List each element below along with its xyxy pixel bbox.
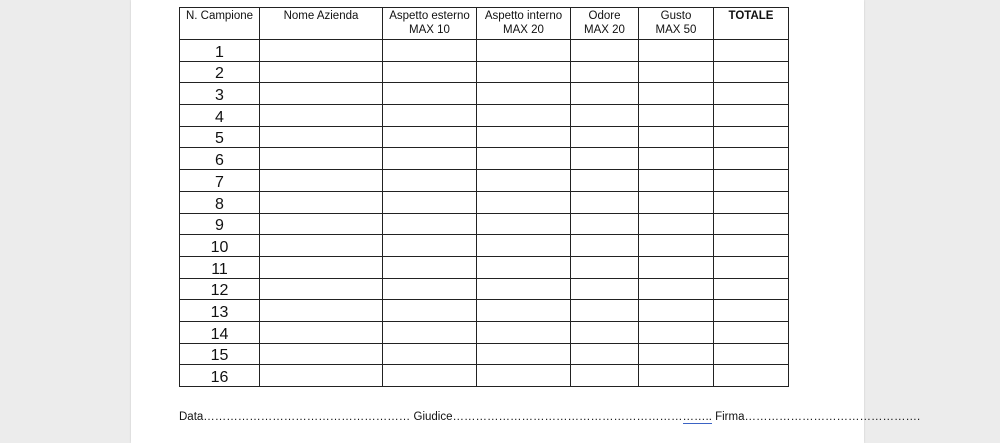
- table-row: [180, 213, 789, 235]
- sample-number-cell: 8: [180, 191, 260, 213]
- taste-cell[interactable]: [639, 61, 714, 83]
- total-cell[interactable]: [714, 170, 789, 192]
- table-row: [180, 61, 789, 83]
- sample-number-cell: 11: [180, 256, 260, 278]
- odor-cell[interactable]: [571, 40, 639, 62]
- table-row: [180, 105, 789, 127]
- header-aspetto-esterno: Aspetto esterno MAX 10: [383, 8, 477, 40]
- firma-field: ……………………………………….: [744, 411, 921, 423]
- total-cell[interactable]: [714, 321, 789, 343]
- sample-number-cell: 1: [180, 40, 260, 62]
- taste-cell[interactable]: [639, 126, 714, 148]
- odor-cell[interactable]: [571, 105, 639, 127]
- table-row: [180, 126, 789, 148]
- header-n-campione: N. Campione: [180, 8, 260, 40]
- taste-cell[interactable]: [639, 213, 714, 235]
- taste-cell[interactable]: [639, 40, 714, 62]
- internal-aspect-cell[interactable]: [477, 126, 571, 148]
- taste-cell[interactable]: [639, 300, 714, 322]
- header-odore: Odore MAX 20: [571, 8, 639, 40]
- sample-number-cell: 15: [180, 343, 260, 365]
- total-cell[interactable]: [714, 300, 789, 322]
- taste-cell[interactable]: [639, 365, 714, 387]
- header-nome-azienda: Nome Azienda: [260, 8, 383, 40]
- external-aspect-cell[interactable]: [383, 343, 477, 365]
- total-cell[interactable]: [714, 278, 789, 300]
- company-name-cell[interactable]: [260, 105, 383, 127]
- odor-cell[interactable]: [571, 61, 639, 83]
- odor-cell[interactable]: [571, 256, 639, 278]
- giudice-label: Giudice: [413, 411, 453, 423]
- sample-number-cell: 7: [180, 170, 260, 192]
- company-name-cell[interactable]: [260, 213, 383, 235]
- table-row: [180, 321, 789, 343]
- header-aspetto-interno: Aspetto interno MAX 20: [477, 8, 571, 40]
- company-name-cell[interactable]: [260, 321, 383, 343]
- total-cell[interactable]: [714, 83, 789, 105]
- company-name-cell[interactable]: [260, 365, 383, 387]
- taste-cell[interactable]: [639, 83, 714, 105]
- table-row: [180, 300, 789, 322]
- sample-number-cell: 3: [180, 83, 260, 105]
- giudice-field-end: ……..: [682, 411, 712, 423]
- company-name-cell[interactable]: [260, 40, 383, 62]
- company-name-cell[interactable]: [260, 300, 383, 322]
- header-row: [180, 8, 789, 40]
- total-cell[interactable]: [714, 40, 789, 62]
- sample-number-cell: 10: [180, 235, 260, 257]
- external-aspect-cell[interactable]: [383, 61, 477, 83]
- odor-cell[interactable]: [571, 365, 639, 387]
- score-table: [179, 7, 789, 387]
- odor-cell[interactable]: [571, 300, 639, 322]
- taste-cell[interactable]: [639, 148, 714, 170]
- odor-cell[interactable]: [571, 83, 639, 105]
- internal-aspect-cell[interactable]: [477, 213, 571, 235]
- taste-cell[interactable]: [639, 343, 714, 365]
- external-aspect-cell[interactable]: [383, 300, 477, 322]
- company-name-cell[interactable]: [260, 278, 383, 300]
- odor-cell[interactable]: [571, 321, 639, 343]
- internal-aspect-cell[interactable]: [477, 278, 571, 300]
- odor-cell[interactable]: [571, 126, 639, 148]
- company-name-cell[interactable]: [260, 126, 383, 148]
- odor-cell[interactable]: [571, 170, 639, 192]
- total-cell[interactable]: [714, 126, 789, 148]
- total-cell[interactable]: [714, 191, 789, 213]
- company-name-cell[interactable]: [260, 170, 383, 192]
- sample-number-cell: 12: [180, 278, 260, 300]
- external-aspect-cell[interactable]: [383, 170, 477, 192]
- taste-cell[interactable]: [639, 256, 714, 278]
- table-row: [180, 83, 789, 105]
- taste-cell[interactable]: [639, 191, 714, 213]
- company-name-cell[interactable]: [260, 256, 383, 278]
- internal-aspect-cell[interactable]: [477, 343, 571, 365]
- table-row: [180, 170, 789, 192]
- sample-number-cell: 4: [180, 105, 260, 127]
- table-row: [180, 365, 789, 387]
- total-cell[interactable]: [714, 213, 789, 235]
- taste-cell[interactable]: [639, 235, 714, 257]
- table-row: [180, 191, 789, 213]
- external-aspect-cell[interactable]: [383, 235, 477, 257]
- company-name-cell[interactable]: [260, 83, 383, 105]
- internal-aspect-cell[interactable]: [477, 105, 571, 127]
- external-aspect-cell[interactable]: [383, 365, 477, 387]
- external-aspect-cell[interactable]: [383, 105, 477, 127]
- giudice-field: ……………………………………………………: [452, 411, 683, 423]
- external-aspect-cell[interactable]: [383, 191, 477, 213]
- external-aspect-cell[interactable]: [383, 321, 477, 343]
- internal-aspect-cell[interactable]: [477, 300, 571, 322]
- odor-cell[interactable]: [571, 148, 639, 170]
- odor-cell[interactable]: [571, 343, 639, 365]
- total-cell[interactable]: [714, 61, 789, 83]
- taste-cell[interactable]: [639, 321, 714, 343]
- taste-cell[interactable]: [639, 170, 714, 192]
- internal-aspect-cell[interactable]: [477, 148, 571, 170]
- taste-cell[interactable]: [639, 105, 714, 127]
- total-cell[interactable]: [714, 235, 789, 257]
- signature-footer: [179, 411, 921, 423]
- total-cell[interactable]: [714, 148, 789, 170]
- total-cell[interactable]: [714, 105, 789, 127]
- firma-label: Firma: [715, 411, 745, 423]
- sample-number-cell: 14: [180, 321, 260, 343]
- internal-aspect-cell[interactable]: [477, 61, 571, 83]
- internal-aspect-cell[interactable]: [477, 256, 571, 278]
- external-aspect-cell[interactable]: [383, 278, 477, 300]
- taste-cell[interactable]: [639, 278, 714, 300]
- header-totale: TOTALE: [714, 8, 789, 40]
- internal-aspect-cell[interactable]: [477, 83, 571, 105]
- table-row: [180, 148, 789, 170]
- external-aspect-cell[interactable]: [383, 40, 477, 62]
- company-name-cell[interactable]: [260, 148, 383, 170]
- sample-number-cell: 9: [180, 213, 260, 235]
- sample-number-cell: 16: [180, 365, 260, 387]
- internal-aspect-cell[interactable]: [477, 365, 571, 387]
- external-aspect-cell[interactable]: [383, 213, 477, 235]
- document-page: [131, 0, 921, 443]
- company-name-cell[interactable]: [260, 343, 383, 365]
- total-cell[interactable]: [714, 365, 789, 387]
- table-row: [180, 235, 789, 257]
- table-row: [180, 256, 789, 278]
- sample-number-cell: 6: [180, 148, 260, 170]
- company-name-cell[interactable]: [260, 191, 383, 213]
- data-field: ………………………………………………: [203, 411, 411, 423]
- external-aspect-cell[interactable]: [383, 83, 477, 105]
- data-label: Data: [179, 411, 204, 423]
- total-cell[interactable]: [714, 343, 789, 365]
- table-row: [180, 40, 789, 62]
- odor-cell[interactable]: [571, 235, 639, 257]
- header-gusto: Gusto MAX 50: [639, 8, 714, 40]
- internal-aspect-cell[interactable]: [477, 191, 571, 213]
- odor-cell[interactable]: [571, 191, 639, 213]
- external-aspect-cell[interactable]: [383, 126, 477, 148]
- total-cell[interactable]: [714, 256, 789, 278]
- sample-number-cell: 5: [180, 126, 260, 148]
- odor-cell[interactable]: [571, 213, 639, 235]
- internal-aspect-cell[interactable]: [477, 40, 571, 62]
- table-row: [180, 343, 789, 365]
- table-row: [180, 278, 789, 300]
- sample-number-cell: 13: [180, 300, 260, 322]
- external-aspect-cell[interactable]: [383, 256, 477, 278]
- internal-aspect-cell[interactable]: [477, 235, 571, 257]
- external-aspect-cell[interactable]: [383, 148, 477, 170]
- odor-cell[interactable]: [571, 278, 639, 300]
- sample-number-cell: 2: [180, 61, 260, 83]
- company-name-cell[interactable]: [260, 235, 383, 257]
- internal-aspect-cell[interactable]: [477, 170, 571, 192]
- internal-aspect-cell[interactable]: [477, 321, 571, 343]
- company-name-cell[interactable]: [260, 61, 383, 83]
